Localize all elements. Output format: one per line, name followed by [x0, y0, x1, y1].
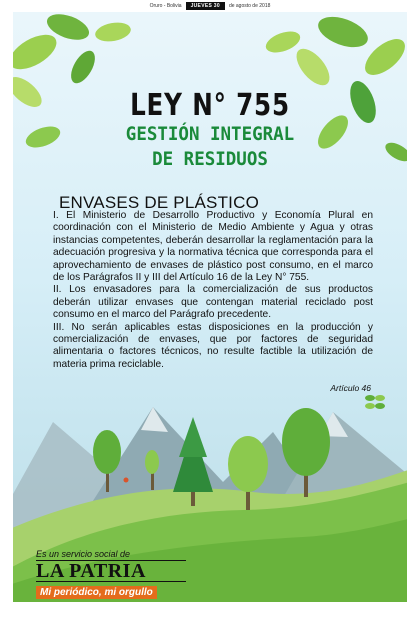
- law-title: LEY N° 755: [130, 88, 290, 123]
- subtitle-line1: GESTIÓN INTEGRAL: [125, 123, 295, 145]
- date-bar: [0, 0, 420, 12]
- paragraph-1: I. El Ministerio de Desarrollo Productivo y Economía Plural en coordinación con el Ministerio de Medio Ambiente y Agua y otras instancias competentes, deberán desarrollar la reglamentación para la adecuación progresiva y la normativa técnica que corresponda para el aprovechamiento de envases de plástico post consumo, en el marco de los Parágrafos II y III del Artículo 16 de la Ley N° 755.: [53, 210, 373, 284]
- paragraph-2: II. Los envasadores para la comercialización de sus productos deberán utilizar envases que contengan material reciclado post consumo en el marco del Parágrafo precedente.: [53, 284, 373, 321]
- header-location: Oruro - Bolivia: [149, 3, 182, 9]
- brand-slogan: Mi periódico, mi orgullo: [36, 586, 157, 599]
- brand-tagline: Es un servicio social de: [36, 549, 131, 559]
- law-subtitle: [29, 122, 391, 172]
- flower-decoration: [365, 395, 385, 409]
- brand-name: LA PATRIA: [36, 560, 186, 582]
- poster: [13, 12, 407, 602]
- section-heading: ENVASES DE PLÁSTICO: [59, 193, 259, 212]
- subtitle-line2: DE RESIDUOS: [152, 148, 268, 170]
- article-body: [53, 210, 373, 371]
- la-patria-logo: [36, 549, 186, 600]
- article-reference: Artículo 46: [330, 383, 371, 393]
- paragraph-3: III. No serán aplicables estas disposiciones en la producción y comercialización de envases, que por factores de seguridad alimentaria o factores técnicos, no resulte factible la utilización de materia prima reciclable.: [53, 321, 373, 370]
- header-date: de agosto de 2018: [228, 3, 271, 9]
- header-day: JUEVES 30: [186, 2, 225, 10]
